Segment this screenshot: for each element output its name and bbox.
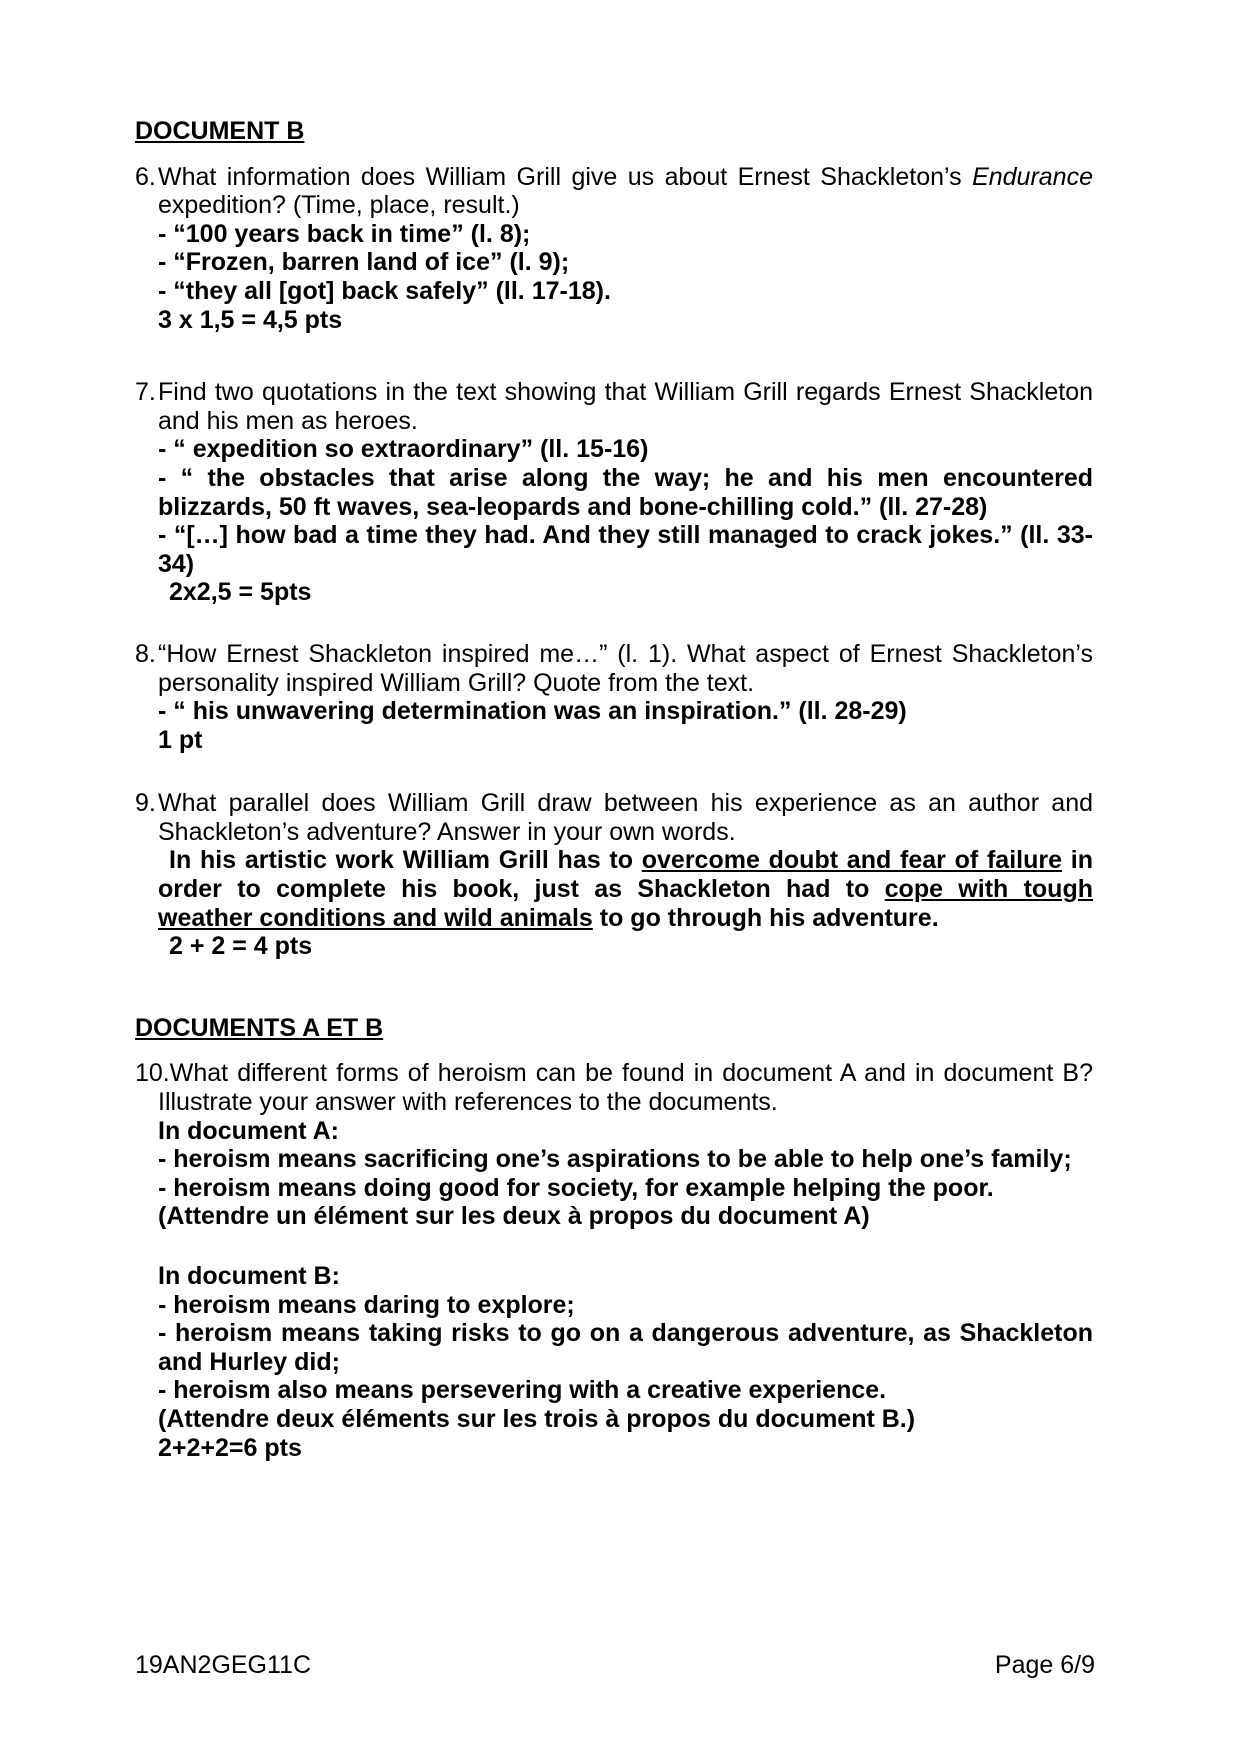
q9-answer-segment: to go through his adventure. [592,903,939,932]
question-8 [135,640,1093,754]
question-10 [135,1059,1093,1462]
q7-answer-quote-2: - “ the obstacles that arise along the way; he and his men encountered blizzards, 50 ft waves, sea-leopards and bone-chilling cold.” (ll. 27-28) [158,463,1093,521]
q9-underlined-phrase-2: cope with tough weather conditions and wild animals [158,875,1093,932]
q10-doc-a-answer-1: - heroism means sacrificing one’s aspirations to be able to help one’s family; [158,1145,1072,1174]
q9-model-answer [158,846,1093,932]
page-content [135,117,1093,1462]
q7-answer-quote-3: - “[…] how bad a time they had. And they still managed to crack jokes.” (ll. 33-34) [158,521,1093,578]
q6-endurance-italic: Endurance [972,162,1093,191]
q8-points-line: 1 pt [158,725,203,754]
q7-points-line: 2x2,5 = 5pts [169,578,312,607]
q8-number: 8. [135,639,156,668]
q10-doc-b-answer-1: - heroism means daring to explore; [158,1290,575,1319]
document-b-heading: DOCUMENT B [135,117,305,145]
q10-doc-b-note: (Attendre deux éléments sur les trois à propos du document B.) [158,1404,916,1433]
q7-question [135,378,1093,435]
q7-number: 7. [135,378,156,407]
q10-doc-b-answer-2: - heroism means taking risks to go on a dangerous adventure, as Shackleton and Hurley did; [158,1319,1093,1376]
q7-question-text: Find two quotations in the text showing that William Grill regards Ernest Shackleton and his men as heroes. [158,378,1093,435]
documents-a-et-b-heading: DOCUMENTS A ET B [135,1013,384,1042]
q6-answer-quote-1: - “100 years back in time” (l. 8); [158,219,531,248]
q6-number: 6. [135,162,156,191]
q6-points-line: 3 x 1,5 = 4,5 pts [158,305,343,334]
q10-question-text: What different forms of heroism can be found in document A and in document B? Illustrate your answer with references to the documents. [158,1059,1093,1117]
q9-question [135,789,1093,846]
q10-question [135,1059,1093,1117]
q6-question-text-cont: expedition? (Time, place, result.) [158,191,520,220]
q10-number: 10. [135,1059,170,1088]
q9-answer-segment: in order to complete his book, just as Shackleton had to [158,846,1093,904]
footer-page-number: Page 6/9 [994,1651,1095,1679]
page-footer [135,1651,1095,1680]
q9-question-text: What parallel does William Grill draw between his experience as an author and Shackleton’s adventure? Answer in your own words. [158,789,1093,846]
question-7 [135,378,1093,607]
question-6 [135,163,1093,335]
q7-answer-quote-1: - “ expedition so extraordinary” (ll. 15-16) [158,435,649,464]
q8-answer-quote-1: - “ his unwavering determination was an inspiration.” (ll. 28-29) [158,697,907,726]
q6-answer-quote-2: - “Frozen, barren land of ice” (l. 9); [158,248,570,277]
q10-points-line: 2+2+2=6 pts [158,1433,302,1462]
q10-doc-a-note: (Attendre un élément sur les deux à propos du document A) [158,1202,870,1231]
question-9 [135,789,1093,961]
q10-doc-b-answer-3: - heroism also means persevering with a creative experience. [158,1376,887,1405]
q10-doc-b-label: In document B: [158,1262,340,1290]
q10-doc-a-label: In document A: [158,1116,340,1145]
q9-underlined-phrase-1: overcome doubt and fear of failure [641,846,1063,875]
q6-question [135,162,1093,220]
footer-document-code: 19AN2GEG11C [135,1651,312,1679]
q10-doc-a-answer-2: - heroism means doing good for society, for example helping the poor. [158,1173,994,1202]
q9-number: 9. [135,789,156,818]
q8-question-text: “How Ernest Shackleton inspired me…” (l. 1). What aspect of Ernest Shackleton’s personality inspired William Grill? Quote from the text. [158,639,1093,697]
q8-question [135,639,1093,697]
q6-answer-quote-3: - “they all [got] back safely” (ll. 17-18). [158,276,611,305]
q9-answer-segment: In his artistic work William Grill has to [169,846,642,875]
q6-question-text: What information does William Grill give us about Ernest Shackleton’s [158,162,973,191]
q9-points-line: 2 + 2 = 4 pts [169,932,313,961]
